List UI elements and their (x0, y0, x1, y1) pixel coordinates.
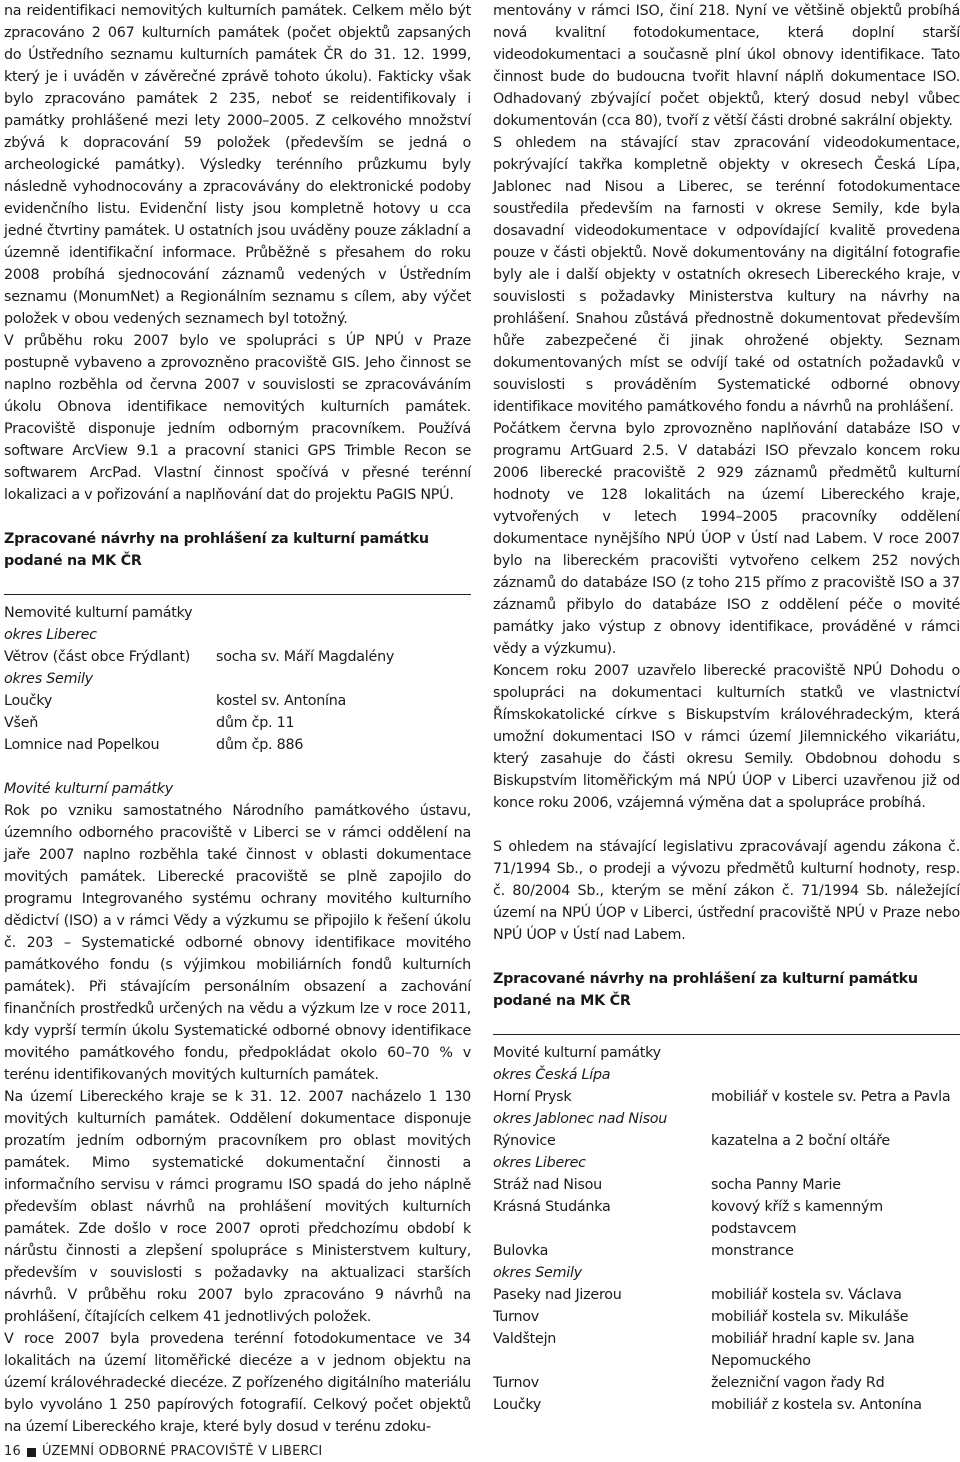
footer-department: ÚZEMNÍ ODBORNÉ PRACOVIŠTĚ V LIBERCI (41, 1444, 323, 1459)
page-number: 16 (4, 1444, 21, 1459)
place-cell: Horní Prysk (493, 1089, 572, 1105)
district-label: okres Semily (493, 1265, 582, 1281)
table-row (493, 1306, 960, 1328)
place-cell: Valdštejn (493, 1331, 557, 1347)
object-cell: mobiliář kostela sv. Mikuláše (711, 1309, 909, 1325)
page-footer (4, 1444, 322, 1460)
table-row (4, 646, 471, 668)
object-cell: dům čp. 886 (216, 737, 304, 753)
place-cell: Všeň (4, 715, 39, 731)
district-label: okres Česká Lípa (493, 1067, 611, 1083)
table-row (493, 1130, 960, 1152)
table-row (493, 1196, 960, 1240)
paragraph: V roce 2007 byla provedena terénní fotodokumentace ve 34 lokalitách na území litoměřické diecéze a v jednom objektu na území královéhradecké diecéze. Z pořízeného digitálního materiálu bylo vyvoláno 1 250 papírových fotografií. Celkový počet objektů na území Libereckého kraje, které byly dosud v terénu zdoku- (4, 1331, 471, 1435)
object-cell: kostel sv. Antonína (216, 693, 347, 709)
object-cell: mobiliář kostela sv. Václava (711, 1287, 902, 1303)
object-cell: mobiliář v kostele sv. Petra a Pavla (711, 1089, 951, 1105)
district-label: okres Liberec (4, 627, 97, 643)
table-row (493, 1284, 960, 1306)
object-cell: socha Panny Marie (711, 1177, 841, 1193)
place-cell: Stráž nad Nisou (493, 1177, 602, 1193)
table-rule (493, 1034, 960, 1035)
left-column (4, 0, 471, 1438)
table-row (493, 1086, 960, 1108)
place-cell: Rýnovice (493, 1133, 556, 1149)
table-row (493, 1174, 960, 1196)
table-row (493, 1372, 960, 1394)
section-heading: Zpracované návrhy na prohlášení za kulturní památku podané na MK ČR (4, 531, 429, 569)
place-cell: Turnov (493, 1309, 540, 1325)
table-row (4, 712, 471, 734)
object-cell: mobiliář z kostela sv. Antonína (711, 1397, 922, 1413)
paragraph: V průběhu roku 2007 bylo ve spolupráci s ÚP NPÚ v Praze postupně vybaveno a zprovozněno pracoviště GIS. Jeho činnost se naplno rozběhla od června 2007 v souvislosti se zpracováváním úkolu Obnova identifikace nemovitých kulturních památek. Pracoviště disponuje jedním odborným pracovníkem. Používá software ArcView 9.1 a pracovní stanici GPS Trimble Recon se softwarem ArcPad. Vlastní činnost spočívá v přesné terénní lokalizaci a v pořizování a naplňování dat do projektu PaGIS NPÚ. (4, 333, 471, 503)
district-label: okres Semily (4, 671, 93, 687)
table-row (4, 734, 471, 756)
subsection-title: Movité kulturní památky (4, 781, 174, 797)
object-cell: mobiliář hradní kaple sv. Jana Nepomuckého (711, 1331, 915, 1369)
paragraph: mentovány v rámci ISO, činí 218. Nyní ve většině objektů probíhá nová kvalitní fotodokumentace, která doplní starší videodokumentaci a současně plní úkol obnovy identifikace. Tato činnost bude do budoucna tvořit hlavní náplň dokumentace ISO. Odhadovaný zbývající počet objektů, který dosud nebyl vůbec dokumentován (cca 80), tvoří z větší části drobné sakrální objekty. (493, 3, 960, 129)
table-row (493, 1240, 960, 1262)
place-cell: Paseky nad Jizerou (493, 1287, 622, 1303)
object-cell: kazatelna a 2 boční oltáře (711, 1133, 890, 1149)
section-heading: Zpracované návrhy na prohlášení za kulturní památku podané na MK ČR (493, 971, 918, 1009)
square-bullet-icon (27, 1448, 36, 1457)
right-column (493, 0, 960, 1416)
object-cell: kovový kříž s kamenným podstavcem (711, 1199, 883, 1237)
object-cell: železniční vagon řady Rd (711, 1375, 885, 1391)
movable-monuments-table (493, 1042, 960, 1416)
table-title: Nemovité kulturní památky (4, 605, 193, 621)
paragraph: Koncem roku 2007 uzavřelo liberecké pracoviště NPÚ Dohodu o spolupráci na dokumentaci kulturních statků ve vlastnictví Římskokatolické církve s Biskupstvím královéhradeckým, která umožní dokumentaci ISO v rámci území Jilemnického vikariátu, který zasahuje do části okresu Semily. Obdobnou dohodu s Biskupstvím litoměřickým má NPÚ ÚOP v Liberci uzavřenou již od konce roku 2006, vzájemná výměna dat a spolupráce probíhá. (493, 663, 960, 811)
place-cell: Větrov (část obce Frýdlant) (4, 649, 191, 665)
paragraph: Počátkem června bylo zprovozněno naplňování databáze ISO v programu ArtGuard 2.5. V databázi ISO převzalo koncem roku 2006 liberecké pracoviště 2 929 záznamů předmětů kulturní hodnoty ve 128 lokalitách na území Libereckého kraje, vytvořených v letech 1994–2005 pracovníky oddělení dokumentace nynějšího NPÚ ÚOP v Ústí nad Labem. V roce 2007 bylo na libereckém pracovišti vytvořeno celkem 252 nových záznamů do databáze ISO (z toho 215 přímo z pracoviště ISO a 37 záznamů přibylo do databáze ISO z oddělení péče o movité památky jako výstup z obnovy identifikace, prováděné v rámci vědy a výzkumu). (493, 421, 960, 657)
object-cell: dům čp. 11 (216, 715, 295, 731)
table-rule (4, 594, 471, 595)
place-cell: Turnov (493, 1375, 540, 1391)
table-row (493, 1328, 960, 1372)
paragraph: S ohledem na stávající stav zpracování videodokumentace, pokrývající takřka kompletně objekty v okresech Česká Lípa, Jablonec nad Nisou a Liberec, se terénní fotodokumentace soustředila především na farnosti v okrese Semily, kde byla dosavadní videodokumentace v odpovídající kvalitě provedena pouze v části objektů. Nově dokumentovány na digitální fotografie byly ale i další objekty v ostatních okresech Libereckého kraje, v souvislosti s požadavky Ministerstva kultury na návrhy na prohlášení. Snahou zůstává přednostně dokumentovat především hůře zabezpečené či jinak ohrožené objekty. Seznam dokumentovaných míst se odvíjí také od ostatních požadavků v souvislosti s prováděním Systematické odborné obnovy identifikace movitého památkového fondu a návrhů na prohlášení. (493, 135, 960, 415)
object-cell: monstrance (711, 1243, 794, 1259)
district-label: okres Liberec (493, 1155, 586, 1171)
place-cell: Krásná Studánka (493, 1199, 611, 1215)
paragraph: Na území Libereckého kraje se k 31. 12. 2007 nacházelo 1 130 movitých kulturních památek. Oddělení dokumentace disponuje prozatím jedním odborným pracovníkem pro oblast movitých památek. Mimo systematické dokumentační činnosti a informačního servisu v rámci programu ISO spadá do jeho náplně především oblast návrhů na prohlášení movitých kulturních památek. Zde došlo v roce 2007 oproti předchozímu období k nárůstu činnosti a zlepšení spolupráce s Ministerstvem kultury, především v souvislosti s požadavky na aktualizaci starších návrhů. V průběhu roku 2007 bylo zpracováno 9 návrhů na prohlášení, čítajících celkem 41 jednotlivých položek. (4, 1089, 471, 1325)
place-cell: Bulovka (493, 1243, 549, 1259)
object-cell: socha sv. Máří Magdalény (216, 649, 395, 665)
immovable-monuments-table (4, 602, 471, 756)
place-cell: Lomnice nad Popelkou (4, 737, 160, 753)
paragraph: na reidentifikaci nemovitých kulturních památek. Celkem mělo být zpracováno 2 067 kulturních památek (počet objektů zapsaných do Ústředního seznamu kulturních památek ČR do 31. 12. 1999, který je i uváděn v závěrečné zprávě tohoto úkolu). Fakticky však bylo zpracováno památek 2 235, neboť se reidentifikovaly i památky prohlášené mezi lety 2000–2005. Z celkového množství zbývá k dopracování 59 položek (především se jedná o archeologické památky). Výsledky terénního průzkumu byly následně vyhodnocovány a zpracovávány do elektronické podoby evidenčního listu. Evidenční listy jsou kompletně hotovy u cca jedné čtvrtiny památek. U ostatních jsou uváděny pouze základní a územně identifikační informace. Průběžně s přesahem do roku 2008 probíhá sjednocování záznamů vedených v Ústředním seznamu (MonumNet) a Regionálním seznamu s cílem, aby výčet položek v obou vedených seznamech byl totožný. (4, 3, 471, 327)
district-label: okres Jablonec nad Nisou (493, 1111, 668, 1127)
table-row (493, 1394, 960, 1416)
place-cell: Loučky (4, 693, 53, 709)
table-title: Movité kulturní památky (493, 1045, 661, 1061)
paragraph: S ohledem na stávající legislativu zpracovávají agendu zákona č. 71/1994 Sb., o prodeji a vývozu předmětů kulturní hodnoty, resp. č. 80/2004 Sb., kterým se mění zákon č. 71/1994 Sb. náležející území na NPÚ ÚOP v Liberci, ústřední pracoviště NPÚ v Praze nebo NPÚ ÚOP v Ústí nad Labem. (493, 839, 960, 943)
paragraph: Rok po vzniku samostatného Národního památkového ústavu, územního odborného pracoviště v Liberci se v rámci oddělení na jaře 2007 naplno rozběhla také činnost v oblasti dokumentace movitých památek. Liberecké pracoviště se plně zapojilo do programu Integrovaného systému ochrany movitého kulturního dědictví (ISO) a v rámci Vědy a výzkumu se připojilo k řešení úkolu č. 203 – Systematické odborné obnovy identifikace movitého památkového fondu (s výjimkou mobiliárních fondů kulturních památek). Při stávajícím personálním obsazení a zachování finančních prostředků určených na vědu a výzkum lze v roce 2011, kdy vyprší termín úkolu Systematické odborné obnovy identifikace movitého památkového fondu, předpokládat okolo 60–70 % v terénu identifikovaných movitých kulturních památek. (4, 803, 471, 1083)
table-row (4, 690, 471, 712)
place-cell: Loučky (493, 1397, 542, 1413)
